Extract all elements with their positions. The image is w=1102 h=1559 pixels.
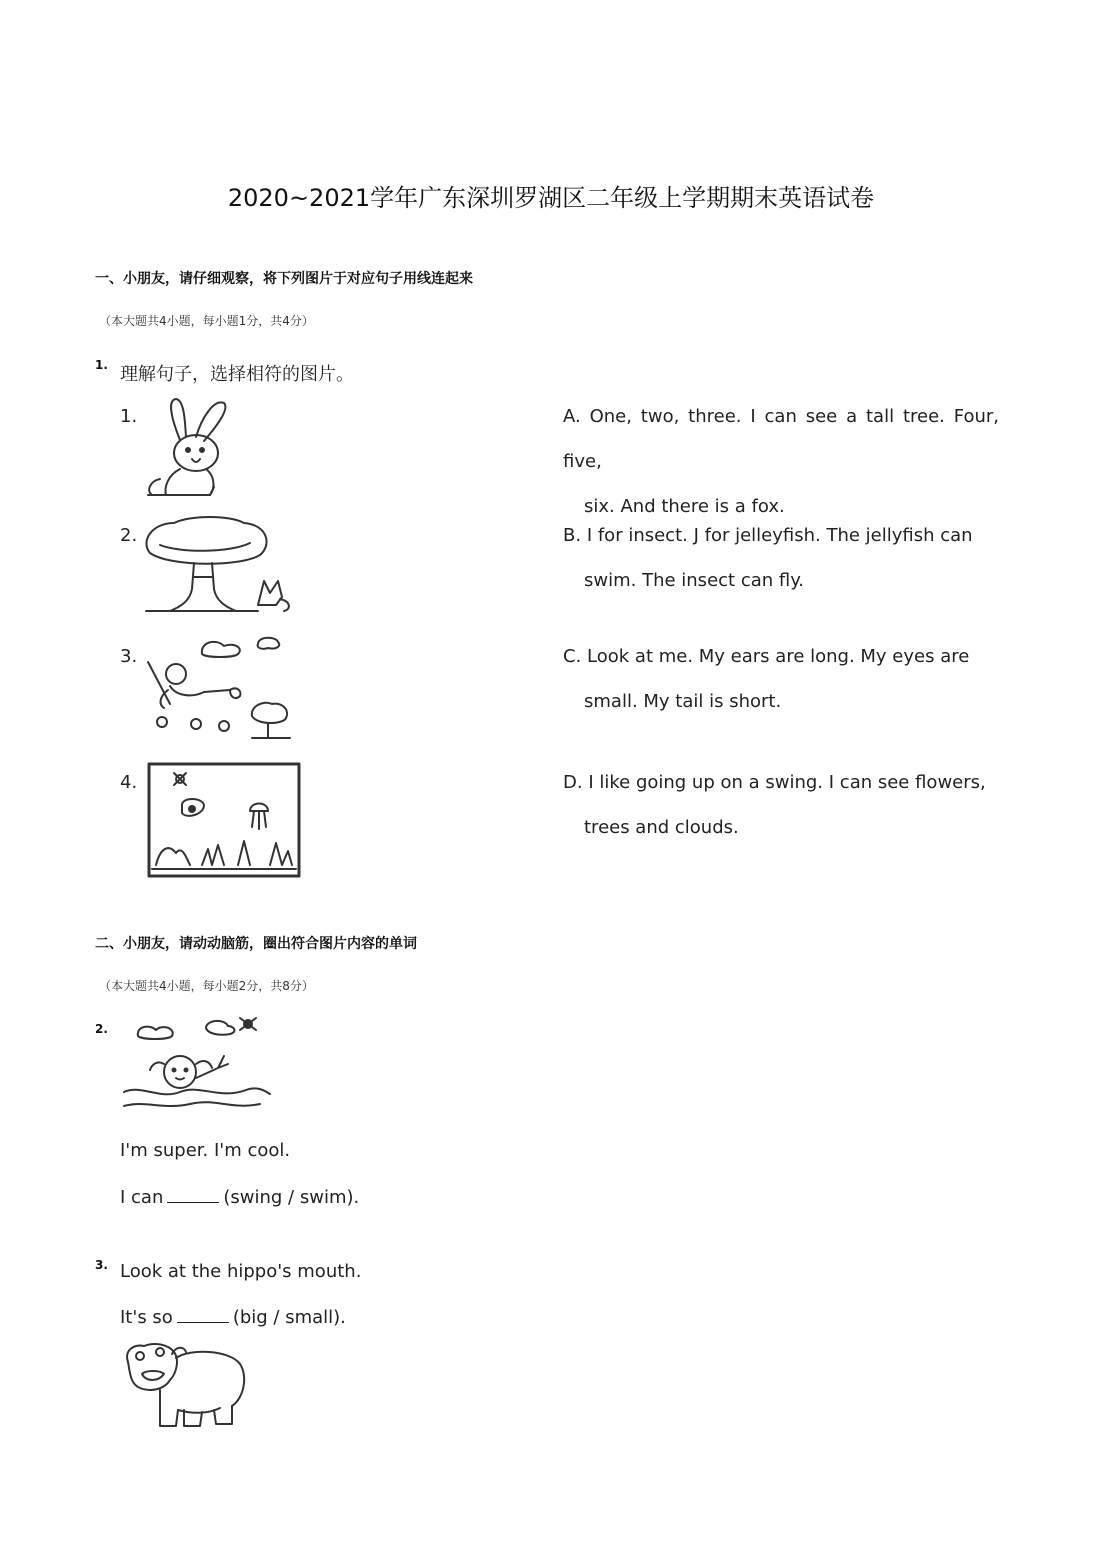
option-d-letter: D.: [563, 772, 583, 793]
rabbit-icon: [140, 395, 240, 501]
question-3-number: 3.: [95, 1258, 108, 1272]
section-1-heading: 一、小朋友，请仔细观察，将下列图片于对应句子用线连起来: [95, 271, 473, 287]
question-2-choices: (swing / swim).: [223, 1187, 360, 1208]
picture-2-label: 2.: [120, 525, 138, 546]
option-c: [563, 634, 999, 724]
option-b-text-line2: swim. The insect can fly.: [584, 570, 805, 591]
option-b-letter: B.: [563, 525, 582, 546]
option-a-letter: A.: [563, 406, 581, 427]
question-2-answer-blank[interactable]: [167, 1186, 219, 1203]
option-d: [563, 760, 999, 850]
underwater-scene-icon: [146, 761, 302, 879]
picture-4-label: 4.: [120, 772, 138, 793]
option-b: [563, 513, 999, 603]
girl-swimming-icon: [120, 1014, 272, 1114]
option-c-text-line2: small. My tail is short.: [584, 691, 782, 712]
question-2-sentence-2: [120, 1186, 359, 1208]
option-c-letter: C.: [563, 646, 582, 667]
option-a-text-line1: One, two, three. I can see a tall tree. Four, five,: [563, 406, 999, 472]
tree-fox-icon: [140, 515, 295, 617]
question-2-number: 2.: [95, 1022, 108, 1036]
section-2-heading: 二、小朋友，请动动脑筋，圈出符合图片内容的单词: [95, 936, 417, 952]
question-1-number: 1.: [95, 358, 108, 372]
picture-1-label: 1.: [120, 406, 138, 427]
question-3-sentence-2: [120, 1306, 346, 1328]
girl-swing-icon: [140, 632, 302, 744]
section-1-note: （本大题共4小题，每小题1分，共4分）: [99, 314, 314, 328]
hippo-icon: [120, 1340, 248, 1434]
picture-3-label: 3.: [120, 646, 138, 667]
section-2-note: （本大题共4小题，每小题2分，共8分）: [99, 979, 314, 993]
option-c-text-line1: Look at me. My ears are long. My eyes are: [587, 646, 970, 667]
page-title: 2020~2021学年广东深圳罗湖区二年级上学期期末英语试卷: [227, 184, 875, 212]
option-b-text-line1: I for insect. J for jelleyfish. The jellyfish can: [586, 525, 973, 546]
option-a-text-line2: six. And there is a fox.: [584, 496, 785, 517]
question-3-choices: (big / small).: [232, 1307, 346, 1328]
question-2-sentence-2-start: I can: [120, 1187, 164, 1208]
option-d-text-line1: I like going up on a swing. I can see flowers,: [588, 772, 986, 793]
question-1-prompt: 理解句子，选择相符的图片。: [120, 364, 354, 385]
question-3-answer-blank[interactable]: [177, 1306, 229, 1323]
option-a: [563, 394, 999, 529]
question-2-sentence-1: I'm super. I'm cool.: [120, 1140, 291, 1161]
question-3-sentence-2-start: It's so: [120, 1307, 173, 1328]
option-d-text-line2: trees and clouds.: [584, 817, 739, 838]
question-3-sentence-1: Look at the hippo's mouth.: [120, 1261, 362, 1282]
